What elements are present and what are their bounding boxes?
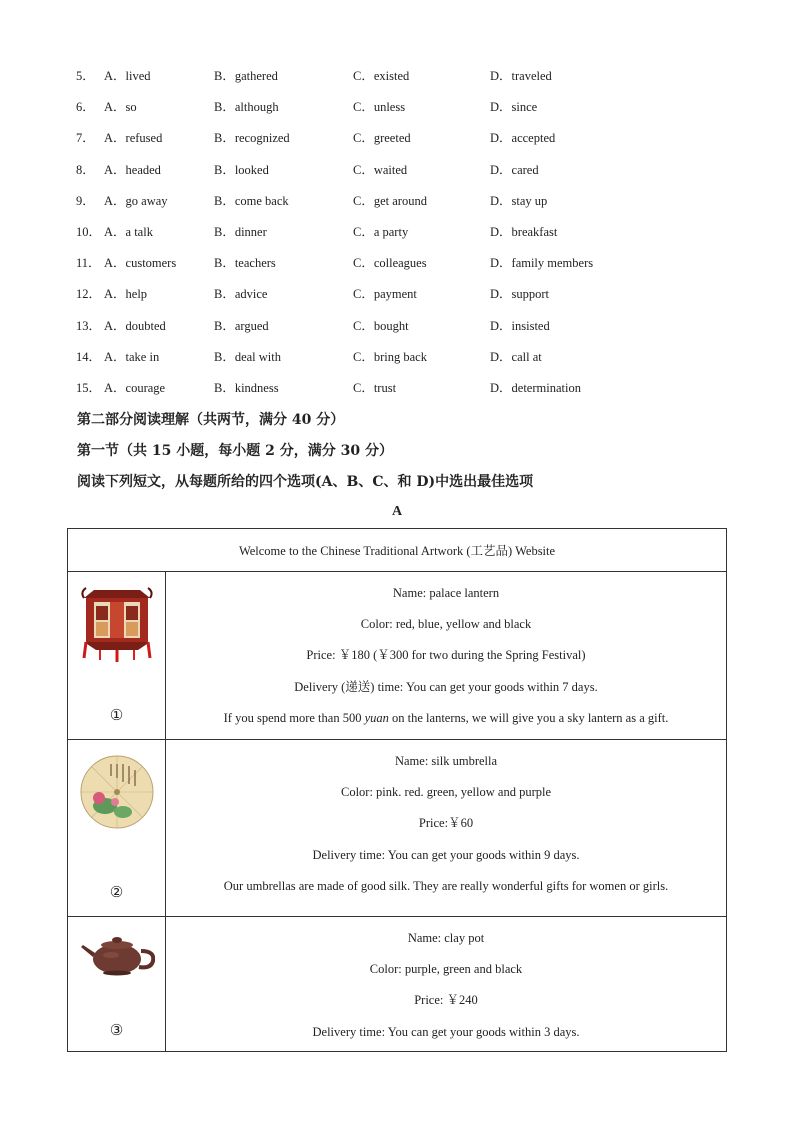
option-a: A．a talk xyxy=(104,224,153,239)
option-b: B．gathered xyxy=(214,69,278,83)
question-row xyxy=(76,283,726,314)
question-row xyxy=(76,346,726,377)
option-d: D．since xyxy=(490,100,538,115)
option-d: D．accepted xyxy=(490,131,556,146)
table-title: Welcome to the Chinese Traditional Artwork (工艺品) Website xyxy=(68,529,727,572)
item-marker: ③ xyxy=(109,1021,124,1039)
option-a: A．doubted xyxy=(104,318,166,333)
section-one-heading: 第一节（共 15 小题，每小题 2 分，满分 30 分） xyxy=(77,443,393,459)
table-row xyxy=(68,740,727,917)
question-row xyxy=(76,377,726,408)
item-picture-cell xyxy=(68,572,166,740)
item-info-cell xyxy=(166,917,727,1052)
question-row xyxy=(76,127,726,158)
option-b: B．advice xyxy=(214,287,268,302)
item-price: Price: ￥180 (￥300 for two during the Spring Festival) xyxy=(306,648,586,663)
question-number: 12． xyxy=(76,287,102,302)
item-note-start: If you spend more than 500 xyxy=(223,710,365,725)
question-row xyxy=(76,159,726,190)
option-c: C．bought xyxy=(353,318,409,333)
item-marker: ① xyxy=(109,706,124,724)
option-a: A．help xyxy=(104,287,148,302)
item-name: Name: palace lantern xyxy=(392,586,500,600)
option-a: A．go away xyxy=(104,193,168,208)
silk-umbrella-image xyxy=(79,752,155,832)
item-picture-cell xyxy=(68,740,166,917)
option-b: B．recognized xyxy=(214,131,290,146)
question-number: 14． xyxy=(76,349,102,364)
option-d: D．family members xyxy=(490,256,594,271)
option-a: A．refused xyxy=(104,131,163,146)
item-name: Name: silk umbrella xyxy=(394,754,498,768)
item-note: Our umbrellas are made of good silk. They are really wonderful gifts for women or girls. xyxy=(223,878,669,893)
option-c: C．bring back xyxy=(353,349,427,364)
question-row xyxy=(76,221,726,252)
option-c: C．trust xyxy=(353,380,397,395)
option-a: A．take in xyxy=(104,349,160,364)
option-c: C．unless xyxy=(353,100,406,115)
table-row xyxy=(68,917,727,1052)
option-c: C．greeted xyxy=(353,131,411,146)
option-d: D．insisted xyxy=(490,318,550,333)
clay-pot-image xyxy=(79,929,155,979)
item-delivery: Delivery time: You can get your goods within 9 days. xyxy=(312,847,580,862)
part-two-heading: 第二部分阅读理解（共两节，满分 40 分） xyxy=(77,412,345,428)
item-color: Color: red, blue, yellow and black xyxy=(360,617,532,632)
option-b: B．dinner xyxy=(214,224,267,239)
question-number: 13． xyxy=(76,318,102,333)
option-d: D．traveled xyxy=(490,69,552,83)
option-a: A．courage xyxy=(104,380,166,395)
question-row xyxy=(76,190,726,221)
option-c: C．payment xyxy=(353,287,417,302)
item-delivery: Delivery time: You can get your goods within 3 days. xyxy=(312,1024,580,1039)
question-row xyxy=(76,96,726,127)
item-info-cell xyxy=(166,572,727,740)
option-b: B．come back xyxy=(214,193,289,208)
question-number: 8． xyxy=(76,162,95,177)
option-a: A．lived xyxy=(104,69,151,83)
option-b: B．argued xyxy=(214,318,269,333)
item-name: Name: clay pot xyxy=(407,931,485,945)
option-c: C．waited xyxy=(353,162,408,177)
option-b: B．deal with xyxy=(214,349,282,364)
question-list xyxy=(76,65,726,408)
question-row xyxy=(76,315,726,346)
option-b: B．kindness xyxy=(214,380,279,395)
palace-lantern-image xyxy=(80,584,154,664)
item-note-end: on the lanterns, we will give you a sky lantern as a gift. xyxy=(388,710,669,725)
option-d: D．breakfast xyxy=(490,224,558,239)
item-picture-cell xyxy=(68,917,166,1052)
option-b: B．looked xyxy=(214,162,269,177)
item-note-currency: yuan xyxy=(364,710,389,725)
item-color: Color: purple, green and black xyxy=(369,962,523,977)
option-d: D．determination xyxy=(490,380,581,395)
option-c: C．get around xyxy=(353,193,427,208)
option-a: A．headed xyxy=(104,162,161,177)
instruction-text: 阅读下列短文，从每题所给的四个选项(A、B、C、和 D)中选出最佳选项 xyxy=(77,474,534,490)
option-c: C．existed xyxy=(353,69,410,83)
item-price: Price:￥60 xyxy=(418,816,474,831)
item-color: Color: pink. red. green, yellow and purple xyxy=(340,785,552,800)
question-number: 15． xyxy=(76,380,102,395)
question-row xyxy=(76,65,726,96)
question-row xyxy=(76,252,726,283)
item-price: Price: ￥240 xyxy=(414,993,478,1008)
option-d: D．cared xyxy=(490,162,539,177)
question-number: 5． xyxy=(76,69,95,83)
question-number: 9． xyxy=(76,193,95,208)
item-marker: ② xyxy=(109,883,124,901)
item-delivery: Delivery (递送) time: You can get your goods within 7 days. xyxy=(294,679,598,694)
question-number: 7． xyxy=(76,131,95,146)
option-d: D．support xyxy=(490,287,550,302)
table-row xyxy=(68,572,727,740)
item-info-cell xyxy=(166,740,727,917)
option-c: C．a party xyxy=(353,224,409,239)
option-d: D．call at xyxy=(490,349,542,364)
option-d: D．stay up xyxy=(490,193,548,208)
option-a: A．so xyxy=(104,100,137,115)
option-b: B．teachers xyxy=(214,256,276,271)
item-note xyxy=(166,703,726,734)
question-number: 10． xyxy=(76,224,102,239)
option-c: C．colleagues xyxy=(353,256,427,271)
passage-letter: A xyxy=(391,504,403,519)
artwork-table xyxy=(67,528,727,1052)
option-a: A．customers xyxy=(104,256,177,271)
option-b: B．although xyxy=(214,100,279,115)
question-number: 6． xyxy=(76,100,95,115)
question-number: 11． xyxy=(76,256,101,271)
